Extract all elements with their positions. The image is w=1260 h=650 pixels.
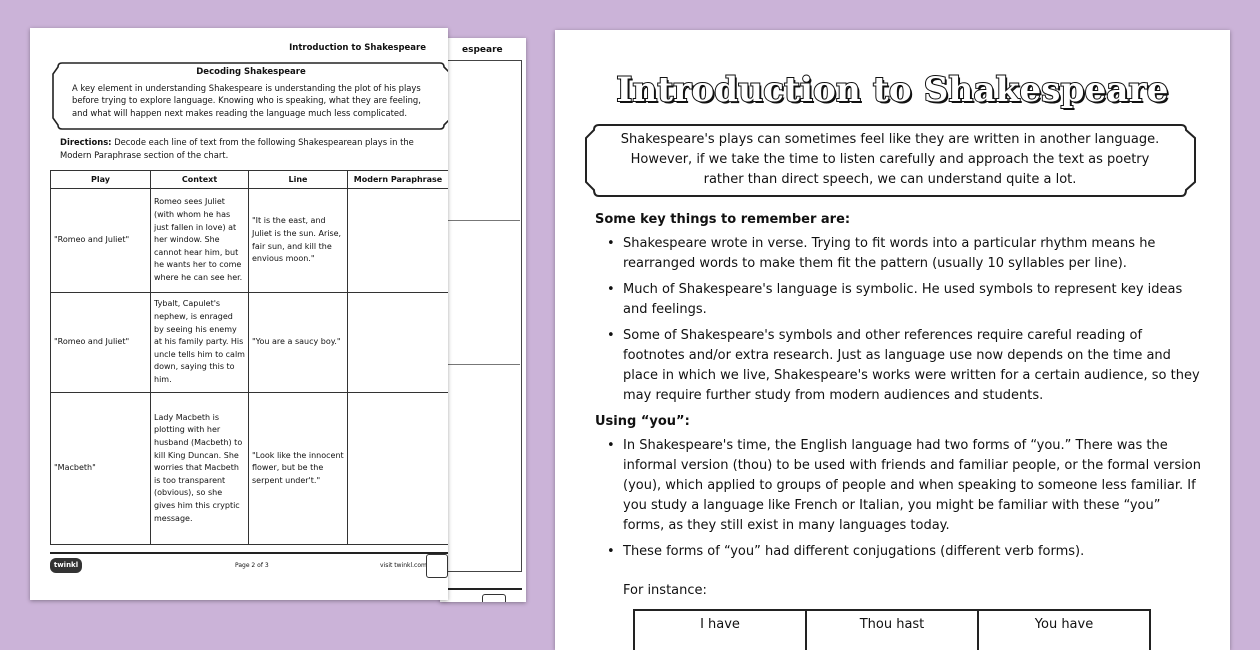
back-page-header: espeare <box>462 45 503 55</box>
table-row <box>51 393 449 545</box>
decoding-box-title: Decoding Shakespeare <box>196 67 306 77</box>
twinkl-logo: twinkl <box>50 558 82 573</box>
directions-label: Directions: <box>60 137 112 147</box>
back-page-row-divider <box>440 364 520 365</box>
cell-paraphrase-input[interactable] <box>348 393 449 545</box>
worksheet-page <box>30 28 448 600</box>
form-thou-hast: Thou hast <box>806 610 978 650</box>
cell-context: Tybalt, Capulet's nephew, is enraged by seeing his enemy at his family party. His uncle tells him to calm down, saying this to him. <box>151 293 249 393</box>
cell-paraphrase-input[interactable] <box>348 293 449 393</box>
list-item: • Shakespeare wrote in verse. Trying to fit words into a particular rhythm means he rearranged words to make them fit the pattern (usually 10 syllables per line). <box>595 234 1205 274</box>
directions-text: Decode each line of text from the following Shakespearean plays in the Modern Paraphrase section of the chart. <box>60 137 414 160</box>
key-things-list <box>595 234 1205 406</box>
list-item: • Some of Shakespeare's symbols and other references require careful reading of footnotes and/or extra research. Just as language use now depends on the time and place in which we live, Shakespeare's works were written for a certain audience, so they may require further study from modern audiences and students. <box>595 326 1205 406</box>
header-line: Line <box>249 171 348 189</box>
back-page-row-divider <box>440 220 520 221</box>
header-modern-paraphrase: Modern Paraphrase <box>348 171 449 189</box>
verb-forms-row <box>634 610 1150 650</box>
info-page <box>555 30 1230 650</box>
cell-context: Lady Macbeth is plotting with her husband (Macbeth) to kill King Duncan. She worries that Macbeth is too transparent (obvious), so she gives him this cryptic message. <box>151 393 249 545</box>
form-i-have: I have <box>634 610 806 650</box>
intro-text: Shakespeare's plays can sometimes feel like they are written in another language. However, if we take the time to listen carefully and approach the text as poetry rather than direct speech, we can understand quite a lot. <box>620 132 1160 187</box>
cell-play: "Romeo and Juliet" <box>51 189 151 293</box>
page-body <box>595 210 1205 568</box>
back-page-footer-line <box>440 588 522 590</box>
cell-line: "Look like the innocent flower, but be the serpent under't." <box>249 393 348 545</box>
list-item: • Much of Shakespeare's language is symbolic. He used symbols to represent key ideas and feelings. <box>595 280 1205 320</box>
back-worksheet-page <box>440 38 526 602</box>
table-row <box>51 189 449 293</box>
using-you-list <box>595 436 1205 562</box>
list-item: • In Shakespeare's time, the English language had two forms of “you.” There was the informal version (thou) to be used with friends and familiar people, or the formal version (you), which applied to groups of people and when speaking to someone less familiar. If you study a language like French or Italian, you might be familiar with these “you” forms, as they still exist in many languages today. <box>595 436 1205 536</box>
list-item: • These forms of “you” had different conjugations (different verb forms). <box>595 542 1205 562</box>
back-page-table-outline <box>440 60 522 572</box>
form-you-have: You have <box>978 610 1150 650</box>
header-play: Play <box>51 171 151 189</box>
cell-paraphrase-input[interactable] <box>348 189 449 293</box>
worksheet-header: Introduction to Shakespeare <box>289 43 426 53</box>
using-you-heading: Using “you”: <box>595 414 690 429</box>
page-number: Page 2 of 3 <box>235 562 269 569</box>
decode-table-header-row <box>51 171 449 189</box>
directions <box>60 136 440 162</box>
cell-play: "Macbeth" <box>51 393 151 545</box>
back-page-badge-icon <box>482 594 506 602</box>
quality-badge-icon <box>426 554 448 578</box>
cell-line: "You are a saucy boy." <box>249 293 348 393</box>
page-title: Introduction to Shakespeare <box>616 70 1169 110</box>
key-things-heading: Some key things to remember are: <box>595 212 851 227</box>
decode-table <box>50 170 448 545</box>
site-link: visit twinkl.com <box>380 562 427 569</box>
intro-box <box>585 124 1195 196</box>
decoding-box-text: A key element in understanding Shakespeare is understanding the plot of his plays before trying to explore language. Knowing who is speaking, what they are feeling, and what will happen next makes reading the language much less complicated. <box>72 83 421 118</box>
worksheet-footer-line <box>50 552 448 554</box>
cell-context: Romeo sees Juliet (with whom he has just fallen in love) at her window. She cannot hear him, but he wants her to come where he can see her. <box>151 189 249 293</box>
table-row <box>51 293 449 393</box>
cell-line: "It is the east, and Juliet is the sun. Arise, fair sun, and kill the envious moon." <box>249 189 348 293</box>
cell-play: "Romeo and Juliet" <box>51 293 151 393</box>
header-context: Context <box>151 171 249 189</box>
instance-label: For instance: <box>623 583 707 598</box>
